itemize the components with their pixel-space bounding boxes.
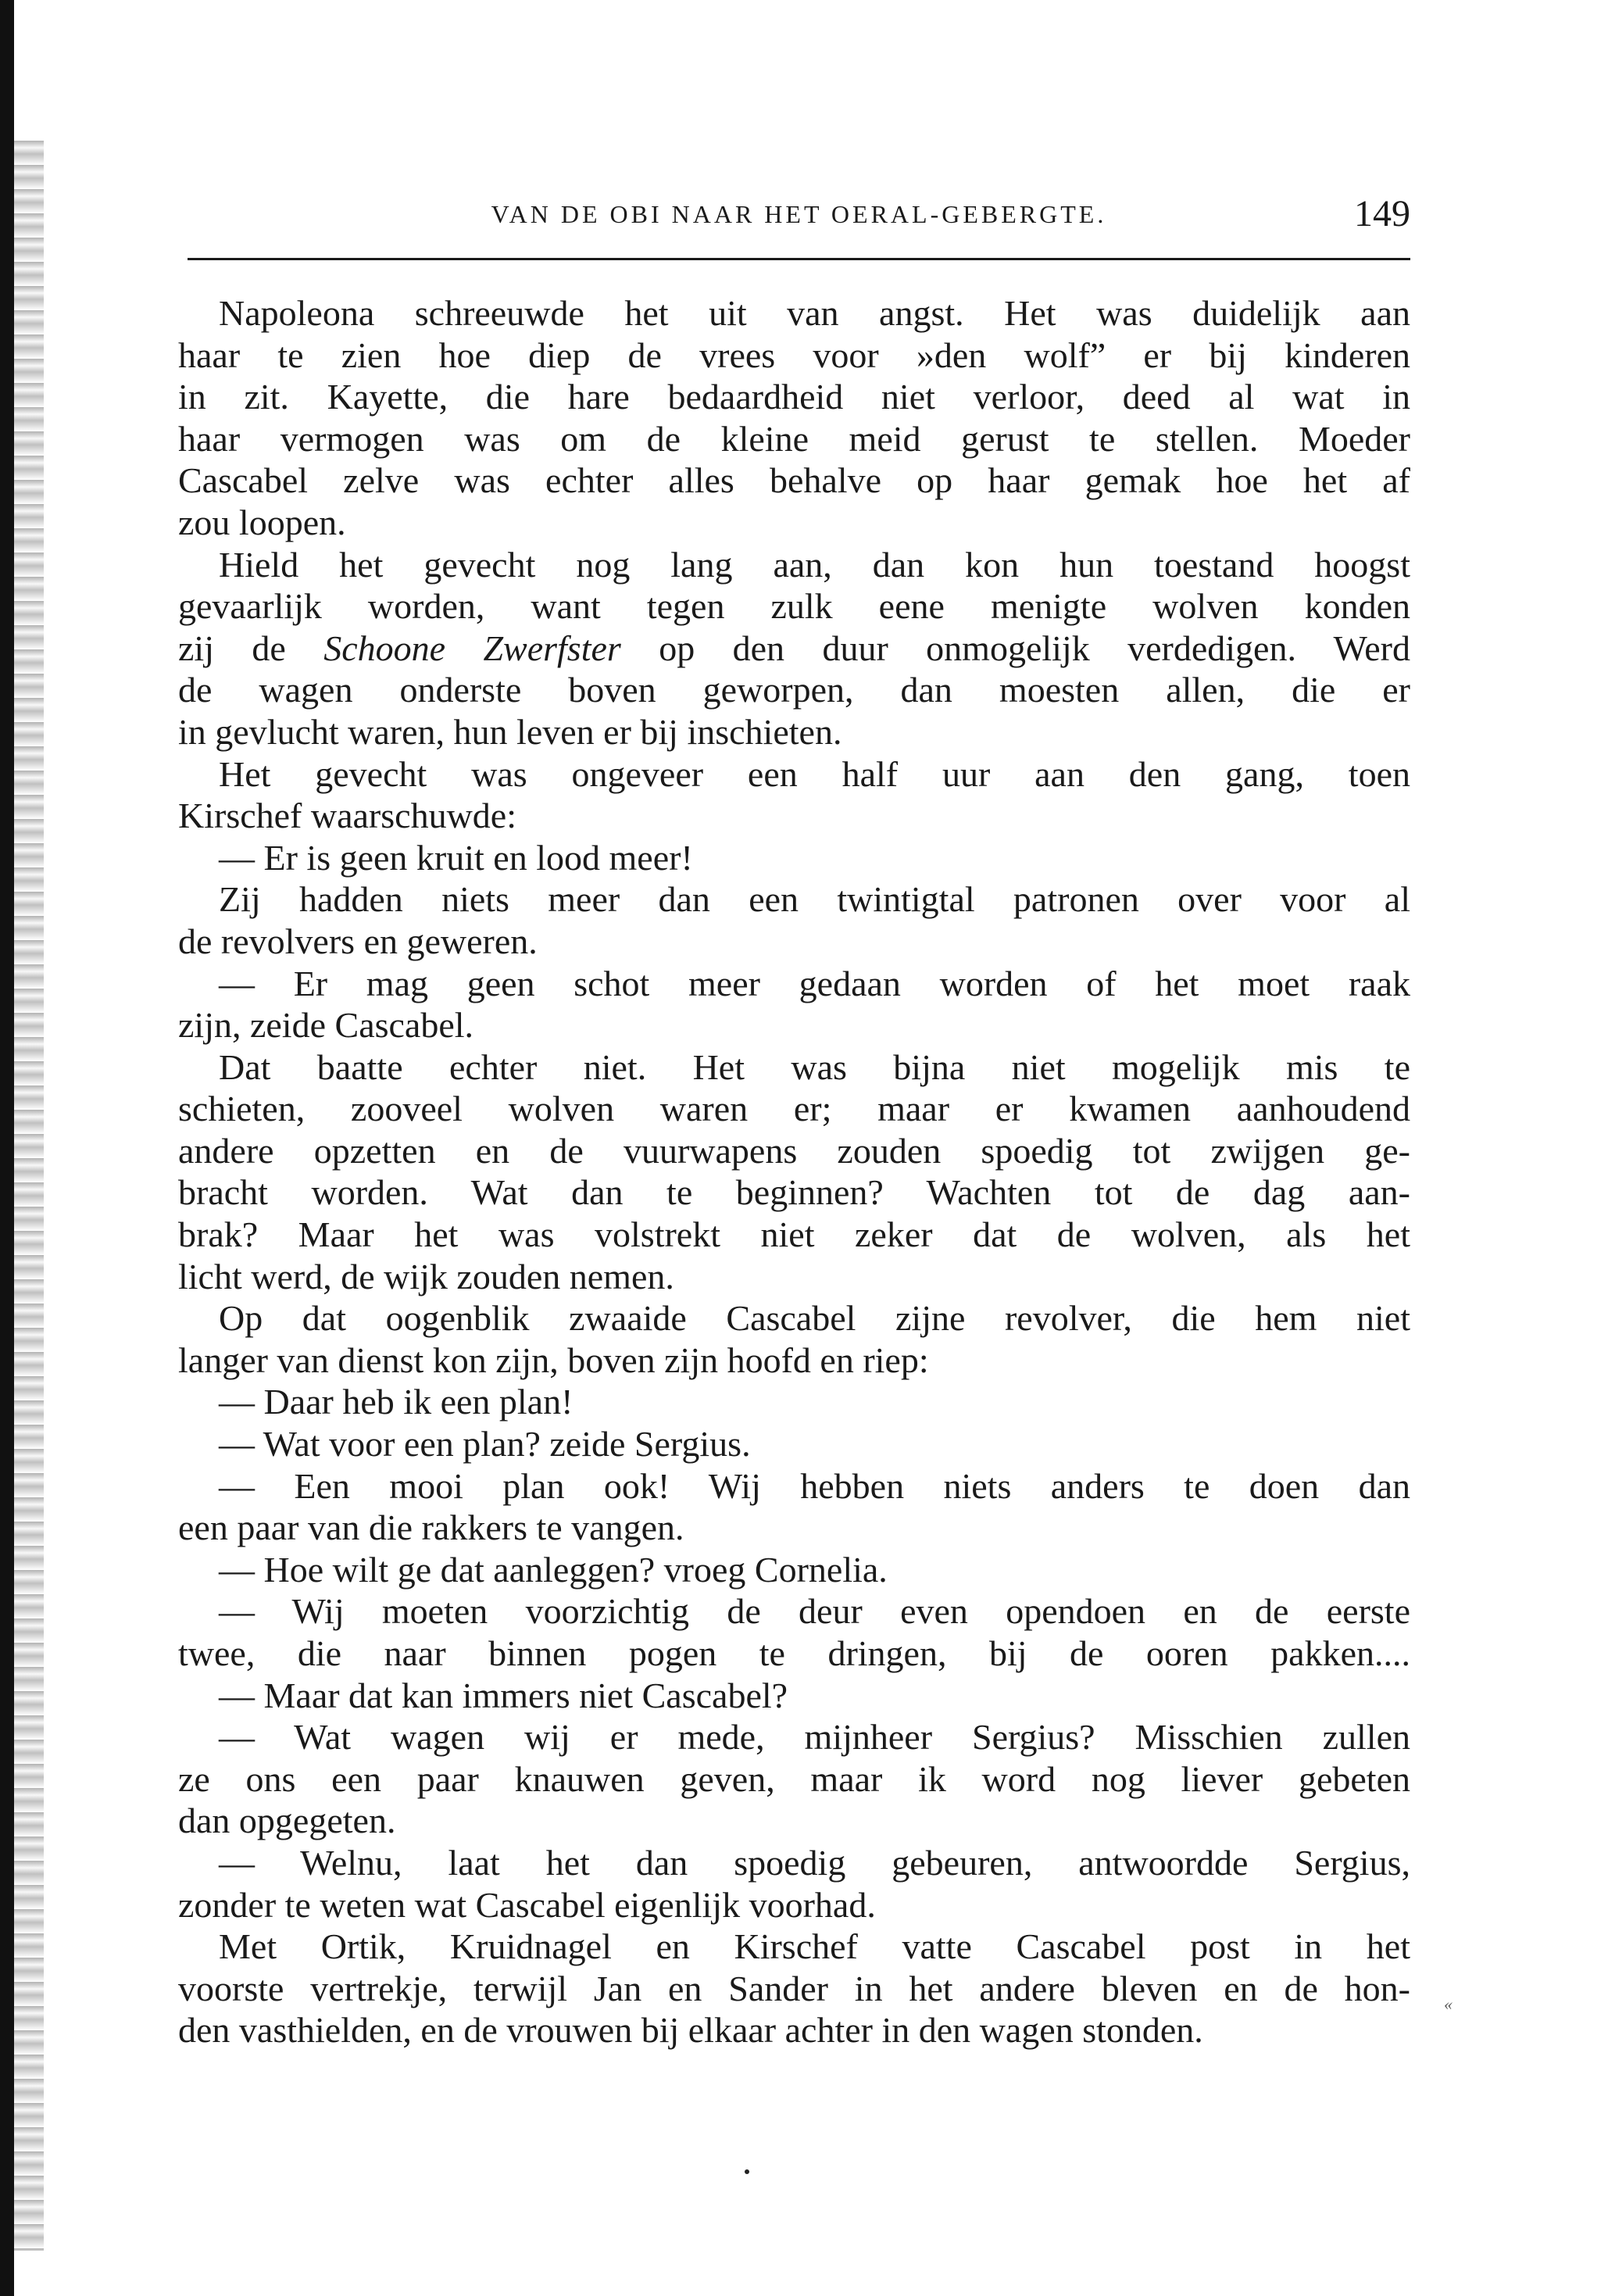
text-line: twee, die naar binnen pogen te dringen, bij de ooren pakken.... [178, 1633, 1410, 1673]
dialogue-line: — Welnu, laat het dan spoedig gebeuren, antwoordde Sergius, [219, 1842, 1410, 1883]
running-head [188, 195, 1410, 242]
dialogue-line: — Een mooi plan ook! Wij hebben niets anders te doen dan [219, 1465, 1410, 1506]
dialogue-line: — Er mag geen schot meer gedaan worden of het moet raak [219, 963, 1410, 1003]
dialogue-line: — Hoe wilt ge dat aanleggen? vroeg Cornelia. [219, 1549, 888, 1590]
text-line: Cascabel zelve was echter alles behalve op haar gemak hoe het af [178, 460, 1410, 501]
text-line: haar te zien hoe diep de vrees voor »den wolf” er bij kinderen [178, 334, 1410, 375]
text-line: Zij hadden niets meer dan een twintigtal patronen over voor al [219, 879, 1410, 920]
text-line: de revolvers en geweren. [178, 921, 538, 961]
dialogue-line: — Daar heb ik een plan! [219, 1382, 574, 1422]
header-rule [188, 258, 1410, 260]
text-line: bracht worden. Wat dan te beginnen? Wachten tot de dag aan- [178, 1172, 1410, 1213]
text-run: zij de [178, 628, 324, 668]
text-line: zou loopen. [178, 502, 346, 542]
dialogue-line: — Wij moeten voorzichtig de deur even opendoen en de eerste [219, 1591, 1410, 1632]
italic-wagon-name: Schoone Zwerfster [323, 628, 621, 668]
text-line: Het gevecht was ongeveer een half uur aan den gang, toen [219, 753, 1410, 794]
text-line: dan opgegeten. [178, 1801, 396, 1841]
text-line: langer van dienst kon zijn, boven zijn hoofd en riep: [178, 1339, 929, 1380]
text-line-with-italic-title [178, 628, 1410, 670]
text-line: zonder te weten wat Cascabel eigenlijk voorhad. [178, 1884, 876, 1925]
text-line: voorste vertrekje, terwijl Jan en Sander in het andere bleven en de hon- [178, 1968, 1410, 2008]
text-line: licht werd, de wijk zouden nemen. [178, 1256, 674, 1296]
text-line: zijn, zeide Cascabel. [178, 1005, 474, 1046]
text-line: een paar van die rakkers te vangen. [178, 1507, 684, 1548]
text-run: op den duur onmogelijk verdedigen. Werd [620, 628, 1410, 668]
dialogue-line: — Er is geen kruit en lood meer! [219, 837, 693, 878]
book-spine-shadow [0, 0, 14, 2296]
gutter-scan-noise [14, 141, 44, 2251]
dialogue-line: — Maar dat kan immers niet Cascabel? [219, 1675, 788, 1715]
text-line: schieten, zooveel wolven waren er; maar er kwamen aanhoudend [178, 1089, 1410, 1129]
dialogue-line: — Wat wagen wij er mede, mijnheer Sergius? Misschien zullen [219, 1717, 1410, 1758]
text-line: brak? Maar het was volstrekt niet zeker dat de wolven, als het [178, 1214, 1410, 1255]
body-text [178, 292, 1410, 2051]
text-line: den vasthielden, en de vrouwen bij elkaar achter in den wagen stonden. [178, 2010, 1203, 2051]
text-line: haar vermogen was om de kleine meid gerust te stellen. Moeder [178, 418, 1410, 459]
text-line: Met Ortik, Kruidnagel en Kirschef vatte Cascabel post in het [219, 1926, 1410, 1967]
text-line: in gevlucht waren, hun leven er bij inschieten. [178, 711, 842, 752]
margin-ink-speck: « [1444, 1994, 1453, 2014]
text-line: ze ons een paar knauwen geven, maar ik word nog liever gebeten [178, 1758, 1410, 1799]
page-number: 149 [1354, 193, 1410, 234]
text-line: Op dat oogenblik zwaaide Cascabel zijne revolver, die hem niet [219, 1298, 1410, 1339]
text-line: in zit. Kayette, die hare bedaardheid niet verloor, deed al wat in [178, 377, 1410, 417]
text-line: Dat baatte echter niet. Het was bijna niet mogelijk mis te [219, 1046, 1410, 1087]
text-line: de wagen onderste boven geworpen, dan moesten allen, die er [178, 670, 1410, 710]
text-line: gevaarlijk worden, want tegen zulk eene menigte wolven konden [178, 586, 1410, 627]
text-line: Kirschef waarschuwde: [178, 796, 516, 836]
text-line: andere opzetten en de vuurwapens zouden spoedig tot zwijgen ge- [178, 1130, 1410, 1171]
running-head-title: VAN DE OBI NAAR HET OERAL-GEBERGTE. [491, 200, 1107, 228]
dialogue-line: — Wat voor een plan? zeide Sergius. [219, 1424, 751, 1465]
text-line: Hield het gevecht nog lang aan, dan kon hun toestand hoogst [219, 544, 1410, 585]
text-line: Napoleona schreeuwde het uit van angst. Het was duidelijk aan [219, 293, 1410, 333]
ink-dot [745, 2169, 749, 2174]
